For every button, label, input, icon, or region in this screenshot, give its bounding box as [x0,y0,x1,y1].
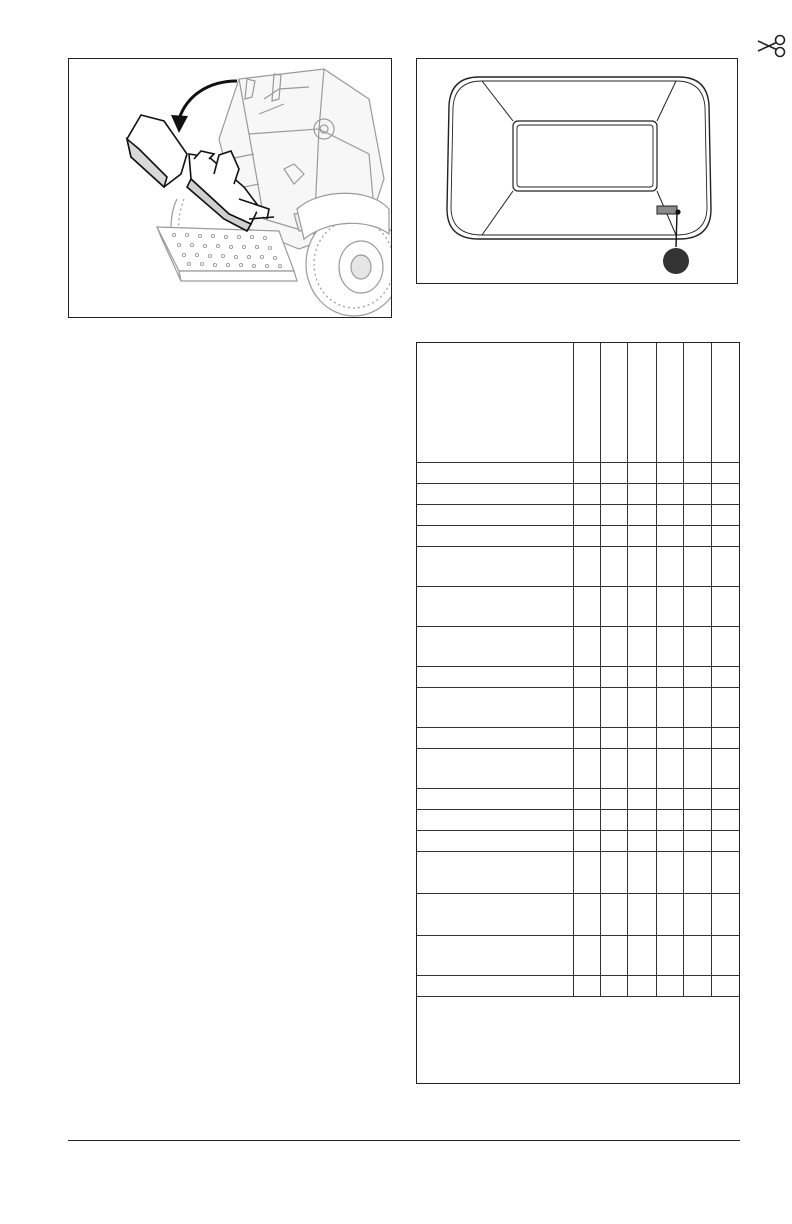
row-value-cell [656,483,683,504]
row-label-cell [417,626,573,666]
row-value-cell [683,626,711,666]
row-value-cell [712,586,739,626]
row-label-cell [417,748,573,788]
row-label-cell [417,687,573,727]
row-label-cell [417,788,573,809]
row-label-cell [417,893,573,935]
table-row [417,788,739,809]
row-value-cell [601,546,628,586]
row-value-cell [628,727,656,748]
row-value-cell [656,809,683,830]
row-value-cell [573,748,600,788]
row-value-cell [656,788,683,809]
row-value-cell [712,935,739,975]
row-value-cell [573,462,600,483]
row-value-cell [683,851,711,893]
row-value-cell [712,727,739,748]
row-value-cell [712,893,739,935]
row-label-cell [417,546,573,586]
row-value-cell [683,546,711,586]
row-label-cell [417,727,573,748]
row-value-cell [601,626,628,666]
row-value-cell [656,504,683,525]
table-row [417,935,739,975]
row-value-cell [628,666,656,687]
row-label-cell [417,504,573,525]
row-value-cell [601,851,628,893]
scissors-icon [756,34,788,58]
table-row [417,525,739,546]
table-row [417,687,739,727]
row-value-cell [656,462,683,483]
table-note [417,979,739,1083]
row-value-cell [656,586,683,626]
row-value-cell [573,727,600,748]
row-value-cell [683,893,711,935]
row-value-cell [712,525,739,546]
table-row [417,586,739,626]
row-value-cell [683,586,711,626]
footer-rule [68,1140,740,1141]
header-cell [683,343,711,462]
row-label-cell [417,935,573,975]
row-value-cell [601,893,628,935]
row-value-cell [683,830,711,851]
row-value-cell [601,748,628,788]
row-value-cell [573,626,600,666]
row-value-cell [573,525,600,546]
row-value-cell [601,687,628,727]
row-value-cell [573,666,600,687]
table-row [417,809,739,830]
row-label-cell [417,525,573,546]
row-label-cell [417,666,573,687]
row-value-cell [601,727,628,748]
row-value-cell [656,851,683,893]
row-value-cell [683,748,711,788]
callout-dot-icon [663,209,689,274]
row-value-cell [628,851,656,893]
row-value-cell [656,687,683,727]
row-value-cell [573,788,600,809]
row-value-cell [628,586,656,626]
row-value-cell [573,504,600,525]
table-row [417,830,739,851]
row-value-cell [573,830,600,851]
header-cell [712,343,739,462]
row-value-cell [601,586,628,626]
row-label-cell [417,586,573,626]
row-value-cell [712,483,739,504]
row-value-cell [656,626,683,666]
table-row [417,748,739,788]
row-value-cell [628,525,656,546]
row-value-cell [656,727,683,748]
row-label-cell [417,851,573,893]
row-value-cell [628,748,656,788]
row-label-cell [417,483,573,504]
row-value-cell [712,626,739,666]
row-value-cell [573,586,600,626]
row-value-cell [712,687,739,727]
row-value-cell [601,504,628,525]
row-value-cell [628,462,656,483]
row-value-cell [683,483,711,504]
table-row [417,893,739,935]
row-value-cell [601,830,628,851]
row-value-cell [628,483,656,504]
row-value-cell [712,851,739,893]
row-value-cell [573,893,600,935]
row-value-cell [683,525,711,546]
header-cell [628,343,656,462]
header-cell [573,343,600,462]
table-row [417,666,739,687]
row-value-cell [601,462,628,483]
row-value-cell [712,546,739,586]
display-panel-figure [416,58,738,284]
row-value-cell [683,666,711,687]
row-value-cell [656,546,683,586]
row-value-cell [683,727,711,748]
table-row [417,851,739,893]
row-value-cell [683,809,711,830]
header-cell [601,343,628,462]
indicator-light [657,206,677,214]
row-value-cell [628,830,656,851]
row-value-cell [656,830,683,851]
row-value-cell [601,666,628,687]
row-value-cell [712,830,739,851]
row-value-cell [683,504,711,525]
row-value-cell [712,788,739,809]
row-value-cell [712,504,739,525]
maintenance-table [416,342,740,1084]
table-header-row [417,343,739,462]
table-row [417,626,739,666]
row-value-cell [601,525,628,546]
row-value-cell [712,666,739,687]
table-row [417,546,739,586]
row-value-cell [683,462,711,483]
row-value-cell [628,504,656,525]
row-value-cell [656,525,683,546]
row-value-cell [601,809,628,830]
row-value-cell [628,788,656,809]
row-value-cell [573,687,600,727]
table-row [417,504,739,525]
row-value-cell [628,687,656,727]
row-value-cell [628,935,656,975]
row-value-cell [683,788,711,809]
row-value-cell [712,809,739,830]
row-value-cell [601,788,628,809]
row-value-cell [573,935,600,975]
row-value-cell [656,748,683,788]
row-value-cell [656,893,683,935]
row-value-cell [712,748,739,788]
row-value-cell [683,687,711,727]
row-value-cell [628,893,656,935]
row-value-cell [628,546,656,586]
row-value-cell [712,462,739,483]
seat-fold-figure [68,58,392,318]
row-value-cell [573,851,600,893]
header-cell [656,343,683,462]
row-value-cell [573,483,600,504]
row-value-cell [683,935,711,975]
row-label-cell [417,830,573,851]
header-cell [417,343,573,462]
row-value-cell [656,666,683,687]
row-value-cell [628,809,656,830]
table-row [417,483,739,504]
row-label-cell [417,809,573,830]
row-label-cell [417,462,573,483]
row-value-cell [656,935,683,975]
row-value-cell [573,546,600,586]
row-value-cell [601,483,628,504]
row-value-cell [601,935,628,975]
row-value-cell [573,809,600,830]
table-row [417,727,739,748]
table-row [417,462,739,483]
row-value-cell [628,626,656,666]
